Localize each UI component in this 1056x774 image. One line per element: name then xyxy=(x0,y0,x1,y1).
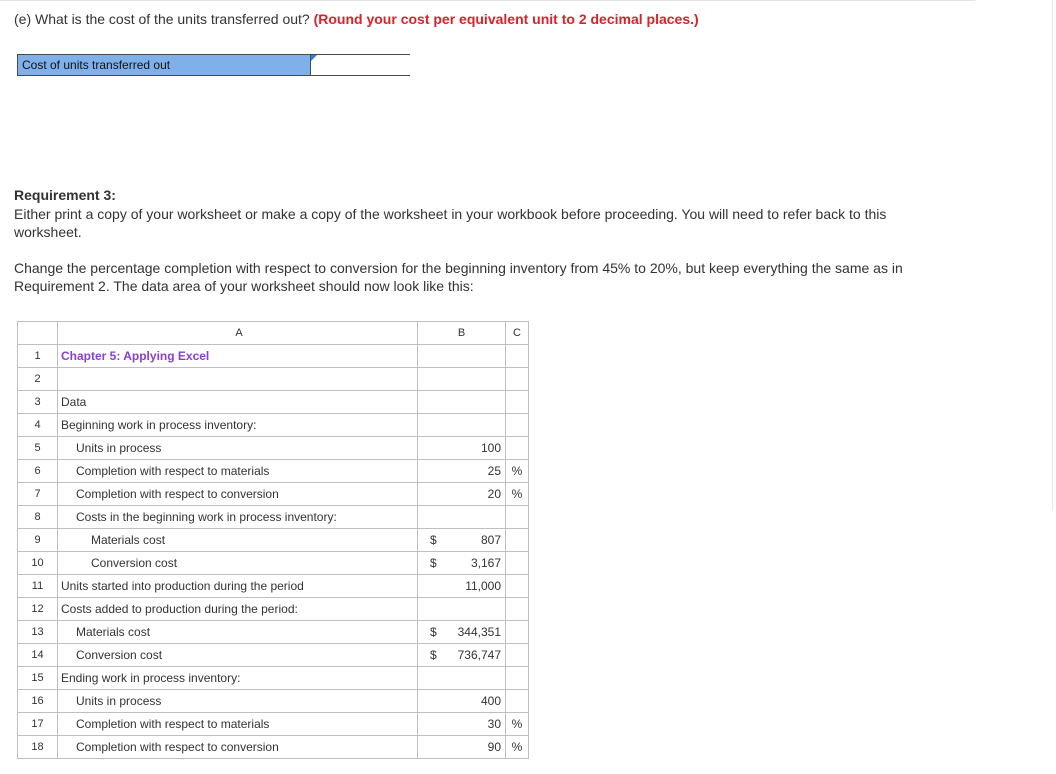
cell-c xyxy=(506,529,529,552)
cell-b: 11,000 xyxy=(418,575,506,598)
column-header-c: C xyxy=(506,322,529,345)
row-number: 18 xyxy=(18,736,58,759)
cell-b: 30 xyxy=(418,713,506,736)
cell-value: 807 xyxy=(480,533,501,547)
worksheet-row xyxy=(18,437,529,460)
cell-c: % xyxy=(506,483,529,506)
answer-row xyxy=(17,54,410,76)
cell-b xyxy=(418,345,506,368)
cell-c xyxy=(506,552,529,575)
corner-cell xyxy=(18,322,58,345)
question-emphasis: (Round your cost per equivalent unit to 2 decimal places.) xyxy=(313,11,699,27)
worksheet-row xyxy=(18,506,529,529)
cell-c: % xyxy=(506,460,529,483)
worksheet-row xyxy=(18,690,529,713)
row-number: 12 xyxy=(18,598,58,621)
worksheet-row xyxy=(18,575,529,598)
worksheet-table xyxy=(17,321,529,759)
cell-b: 400 xyxy=(418,690,506,713)
cell-a: Conversion cost xyxy=(58,552,418,575)
cell-a: Units started into production during the period xyxy=(58,575,418,598)
cell-b: 20 xyxy=(418,483,506,506)
column-header-row xyxy=(18,322,529,345)
currency-symbol: $ xyxy=(430,625,437,639)
cell-c: % xyxy=(506,736,529,759)
cell-b: 90 xyxy=(418,736,506,759)
cell-c xyxy=(506,690,529,713)
sheet-title-cell: Chapter 5: Applying Excel xyxy=(58,345,418,368)
row-number: 4 xyxy=(18,414,58,437)
cell-a: Completion with respect to conversion xyxy=(58,483,418,506)
row-number: 5 xyxy=(18,437,58,460)
cell-b xyxy=(418,506,506,529)
cell-c: % xyxy=(506,713,529,736)
cell-a: Conversion cost xyxy=(58,644,418,667)
worksheet-row xyxy=(18,368,529,391)
row-number: 13 xyxy=(18,621,58,644)
row-number: 8 xyxy=(18,506,58,529)
cell-b xyxy=(418,598,506,621)
cell-c xyxy=(506,667,529,690)
worksheet-row xyxy=(18,529,529,552)
row-number: 6 xyxy=(18,460,58,483)
column-header-b: B xyxy=(418,322,506,345)
worksheet-row xyxy=(18,713,529,736)
currency-symbol: $ xyxy=(430,648,437,662)
cell-a: Materials cost xyxy=(58,621,418,644)
cell-c xyxy=(506,644,529,667)
currency-symbol: $ xyxy=(430,556,437,570)
worksheet-row xyxy=(18,598,529,621)
cell-a: Ending work in process inventory: xyxy=(58,667,418,690)
answer-label: Cost of units transferred out xyxy=(17,54,311,76)
requirement-paragraph-2: Change the percentage completion with respect to conversion for the beginning inventory from 45% to 20%, but keep everything the same as in Requirement 2. The data area of your worksheet should now look like this: xyxy=(14,260,903,294)
cell-a: Units in process xyxy=(58,437,418,460)
worksheet-row xyxy=(18,621,529,644)
row-number: 14 xyxy=(18,644,58,667)
cell-c xyxy=(506,368,529,391)
cell-a: Completion with respect to conversion xyxy=(58,736,418,759)
right-divider xyxy=(1052,0,1053,510)
row-number: 16 xyxy=(18,690,58,713)
requirement-title: Requirement 3: xyxy=(14,187,116,203)
cell-c xyxy=(506,437,529,460)
cell-c xyxy=(506,345,529,368)
currency-value xyxy=(418,533,505,547)
cell-b xyxy=(418,644,506,667)
worksheet-row xyxy=(18,460,529,483)
cell-value: 736,747 xyxy=(457,648,501,662)
question-prefix: (e) What is the cost of the units transferred out? xyxy=(14,11,310,27)
cell-a: Materials cost xyxy=(58,529,418,552)
top-divider xyxy=(0,0,975,1)
worksheet-row xyxy=(18,644,529,667)
cell-a xyxy=(58,368,418,391)
row-number: 1 xyxy=(18,345,58,368)
row-number: 2 xyxy=(18,368,58,391)
cell-c xyxy=(506,506,529,529)
cell-b: 100 xyxy=(418,437,506,460)
cell-c xyxy=(506,621,529,644)
row-number: 3 xyxy=(18,391,58,414)
cell-b xyxy=(418,391,506,414)
worksheet-row xyxy=(18,391,529,414)
cell-a: Beginning work in process inventory: xyxy=(58,414,418,437)
worksheet-row xyxy=(18,414,529,437)
currency-value xyxy=(418,625,505,639)
cell-b xyxy=(418,552,506,575)
requirement-paragraph-1: Either print a copy of your worksheet or make a copy of the worksheet in your workbook before proceeding. You will need to refer back to this worksheet. xyxy=(14,206,887,240)
row-number: 11 xyxy=(18,575,58,598)
worksheet-row xyxy=(18,552,529,575)
worksheet-row xyxy=(18,667,529,690)
cell-a: Data xyxy=(58,391,418,414)
column-header-a: A xyxy=(58,322,418,345)
input-flag-icon xyxy=(311,55,317,61)
cell-b xyxy=(418,414,506,437)
cell-a: Completion with respect to materials xyxy=(58,713,418,736)
answer-input-cell[interactable] xyxy=(311,54,410,76)
row-number: 15 xyxy=(18,667,58,690)
question-text xyxy=(14,11,699,27)
worksheet-row xyxy=(18,736,529,759)
cost-transferred-out-input[interactable] xyxy=(311,55,411,75)
cell-a: Costs added to production during the period: xyxy=(58,598,418,621)
cell-a: Completion with respect to materials xyxy=(58,460,418,483)
cell-b xyxy=(418,529,506,552)
cell-a: Costs in the beginning work in process inventory: xyxy=(58,506,418,529)
cell-c xyxy=(506,575,529,598)
currency-value xyxy=(418,556,505,570)
cell-b xyxy=(418,621,506,644)
row-number: 10 xyxy=(18,552,58,575)
row-number: 9 xyxy=(18,529,58,552)
cell-c xyxy=(506,414,529,437)
cell-b: 25 xyxy=(418,460,506,483)
row-number: 7 xyxy=(18,483,58,506)
row-number: 17 xyxy=(18,713,58,736)
worksheet-row xyxy=(18,483,529,506)
cell-a: Units in process xyxy=(58,690,418,713)
cell-b xyxy=(418,667,506,690)
cell-value: 344,351 xyxy=(457,625,501,639)
currency-value xyxy=(418,648,505,662)
worksheet-row xyxy=(18,345,529,368)
cell-b xyxy=(418,368,506,391)
cell-c xyxy=(506,391,529,414)
cell-c xyxy=(506,598,529,621)
currency-symbol: $ xyxy=(430,533,437,547)
cell-value: 3,167 xyxy=(470,556,501,570)
